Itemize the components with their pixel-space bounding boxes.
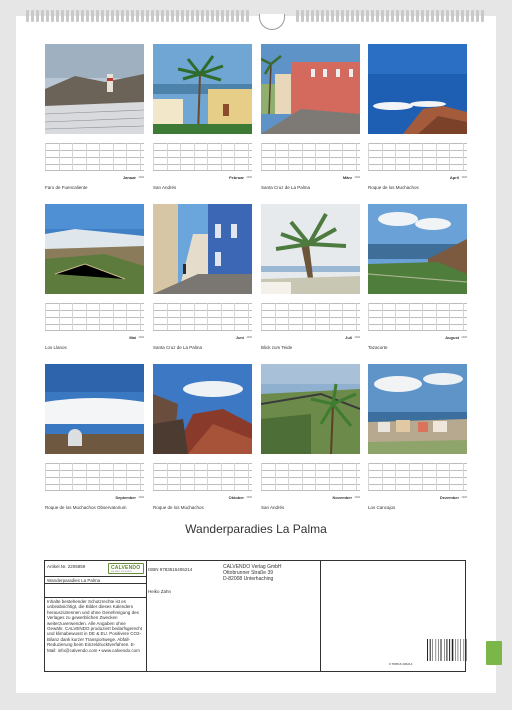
month-block-2 [153, 44, 252, 194]
month-year: 2026 [138, 336, 144, 339]
month-name: August [445, 335, 459, 340]
month-year: 2026 [461, 176, 467, 179]
month-name: November [332, 495, 352, 500]
month-block-3 [261, 44, 360, 194]
month-block-10 [153, 364, 252, 514]
product-info-box [44, 560, 466, 672]
month-name: Dezember [439, 495, 459, 500]
month-year: 2026 [461, 336, 467, 339]
eco-badge [486, 641, 502, 665]
product-title: Wanderparadies La Palma [47, 578, 101, 583]
month-year: 2026 [246, 336, 252, 339]
month-year: 2026 [138, 496, 144, 499]
photo-caption: Roque de los Muchachos [368, 185, 419, 190]
month-block-8 [368, 204, 467, 354]
month-block-7 [261, 204, 360, 354]
calendar-grid [153, 460, 252, 490]
month-photo [45, 204, 144, 294]
photo-caption: Faro de Fuencaliente [45, 185, 88, 190]
month-photo [45, 44, 144, 134]
photo-caption: Los Cancajos [368, 505, 396, 510]
month-name: Juli [345, 335, 352, 340]
photo-caption: Tazacorte [368, 345, 388, 350]
article-number: Artikel.Nr. 2205859 [47, 564, 86, 569]
month-year: 2026 [461, 496, 467, 499]
photo-caption: San Andrés [153, 185, 177, 190]
month-year: 2026 [246, 176, 252, 179]
month-year: 2026 [138, 176, 144, 179]
photo-caption: Santa Cruz de La Palma [261, 185, 311, 190]
photo-caption: Santa Cruz de La Palma [153, 345, 203, 350]
calendar-grid [261, 140, 360, 170]
month-photo [153, 364, 252, 454]
publisher-line-2: Ottobrunner Straße 39 [223, 570, 274, 576]
month-photo [261, 364, 360, 454]
month-block-6 [153, 204, 252, 354]
month-block-4 [368, 44, 467, 194]
month-name: März [342, 175, 352, 180]
month-name: Oktober [228, 495, 244, 500]
month-photo [45, 364, 144, 454]
publisher-line-3: D-82008 Unterhaching [223, 576, 274, 582]
month-photo [153, 204, 252, 294]
wire-binding [16, 4, 496, 28]
calvendo-logo: CALVENDO DIE WELT IST SCHÖN [108, 563, 144, 574]
photo-caption: Blick zum Teide [261, 345, 293, 350]
author: Heiko Zahn [148, 589, 172, 594]
month-block-5 [45, 204, 144, 354]
calendar-grid [45, 140, 144, 170]
month-name: Februar [229, 175, 244, 180]
month-year: 2026 [354, 176, 360, 179]
barcode [426, 639, 468, 663]
month-photo [368, 44, 467, 134]
month-year: 2026 [246, 496, 252, 499]
month-photo [153, 44, 252, 134]
photo-caption: San Andrés [261, 505, 285, 510]
month-block-9 [45, 364, 144, 514]
calendar-grid [153, 300, 252, 330]
month-name: September [115, 495, 136, 500]
calendar-grid [368, 300, 467, 330]
barcode-number: 9 783516 406214 [389, 662, 413, 666]
legal-text: Inhalte bestehender Schutzrechte ist es unbeabsichtigt, die Bilder dieses Kalenders herauszutrennen und ohne Genehmigung des Verlages zu gewerblichen Zwecken weiterzuverwenden. Alle Angaben ohne Gewähr. CALVENDO produziert bedarfsgerecht und klimabewusst in DE & EU. Positivere CO2-Bilanz dank kurzer Transportwege. Abfall-Reduzierung beim Einzeldrucktverfahren. E-Mail: info@calvendo.com • www.calvendo.com [47, 599, 142, 653]
month-name: Mai [129, 335, 136, 340]
month-name: Januar [122, 175, 136, 180]
hanger-hook [259, 14, 285, 30]
isbn: ISBN 9783516406214 [148, 567, 193, 572]
month-photo [261, 44, 360, 134]
month-year: 2026 [354, 496, 360, 499]
month-block-11 [261, 364, 360, 514]
calendar-grid [45, 460, 144, 490]
month-block-12 [368, 364, 467, 514]
photo-caption: Roque de los Muchachos Observatorium [45, 505, 127, 510]
month-name: April [449, 175, 459, 180]
photo-caption: Roque de los Muchachos [153, 505, 204, 510]
month-block-1 [45, 44, 144, 194]
calendar-grid [261, 300, 360, 330]
calendar-grid [45, 300, 144, 330]
publisher-line-1: CALVENDO Verlag GmbH [223, 564, 282, 570]
calendar-grid [368, 460, 467, 490]
month-photo [368, 204, 467, 294]
month-photo [368, 364, 467, 454]
calendar-title: Wanderparadies La Palma [185, 522, 327, 536]
photo-caption: Los Llanos [45, 345, 67, 350]
month-year: 2026 [354, 336, 360, 339]
month-photo [261, 204, 360, 294]
calendar-grid [261, 460, 360, 490]
month-name: Juni [235, 335, 244, 340]
calendar-grid [368, 140, 467, 170]
calendar-grid [153, 140, 252, 170]
